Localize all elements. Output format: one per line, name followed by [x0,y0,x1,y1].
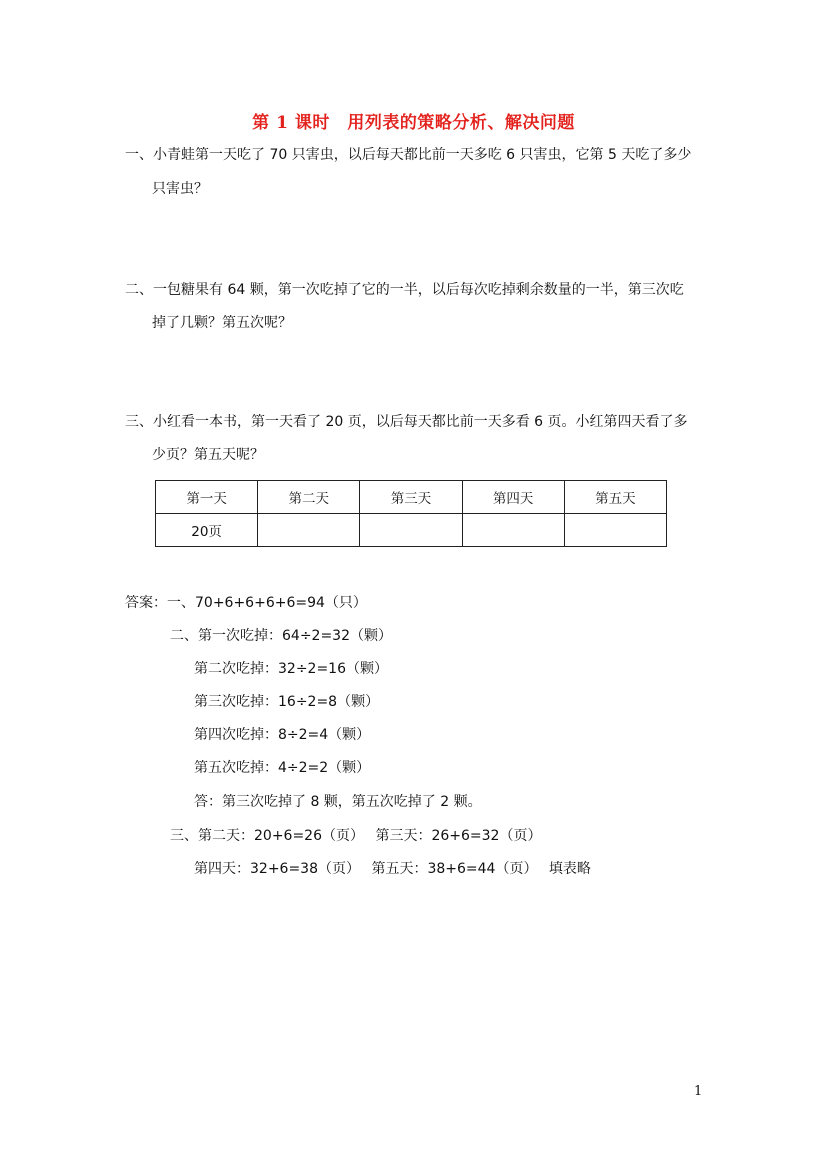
answer-2-line-3: 第三次吃掉：16÷2=8（颗） [194,694,380,710]
table-header-cell: 第四天 [462,481,564,514]
table-row [156,514,667,547]
page-number: 1 [694,1084,703,1099]
table-cell: 20页 [156,514,258,547]
table-header-cell: 第五天 [564,481,666,514]
answer-2-line-2: 第二次吃掉：32÷2=16（颗） [194,661,388,677]
answer-2-line-5: 第五次吃掉：4÷2=2（颗） [194,760,371,776]
answer-3-line-2: 第四天：32+6=38（页） 第五天：38+6=44（页） 填表略 [194,861,591,877]
table-header-cell: 第一天 [156,481,258,514]
question-3-line-1: 三、小红看一本书，第一天看了 20 页，以后每天都比前一天多看 6 页。小红第四天看了多 [125,414,688,430]
table-cell [564,514,666,547]
answer-2-line-4: 第四次吃掉：8÷2=4（颗） [194,727,371,743]
table-header-row [156,481,667,514]
table-cell [462,514,564,547]
reading-table [155,480,667,547]
answer-1: 答案：一、70+6+6+6+6=94（只） [125,595,367,611]
answer-2-conclusion: 答：第三次吃掉了 8 颗，第五次吃掉了 2 颗。 [194,794,482,810]
table-header-cell: 第二天 [258,481,360,514]
page-title: 第 1 课时 用列表的策略分析、解决问题 [252,113,575,133]
table-cell [258,514,360,547]
question-2-line-1: 二、一包糖果有 64 颗，第一次吃掉了它的一半，以后每次吃掉剩余数量的一半，第三次吃 [125,282,684,298]
answer-2-line-1: 二、第一次吃掉：64÷2=32（颗） [170,628,392,644]
answer-3-line-1: 三、第二天：20+6=26（页） 第三天：26+6=32（页） [170,828,542,844]
table-header-cell: 第三天 [360,481,462,514]
question-1-line-2: 只害虫？ [152,181,208,197]
question-1-line-1: 一、小青蛙第一天吃了 70 只害虫，以后每天都比前一天多吃 6 只害虫，它第 5 天吃了多少 [125,147,692,163]
table-cell [360,514,462,547]
question-2-line-2: 掉了几颗？第五次呢？ [152,315,292,331]
question-3-line-2: 少页？第五天呢？ [152,447,264,463]
